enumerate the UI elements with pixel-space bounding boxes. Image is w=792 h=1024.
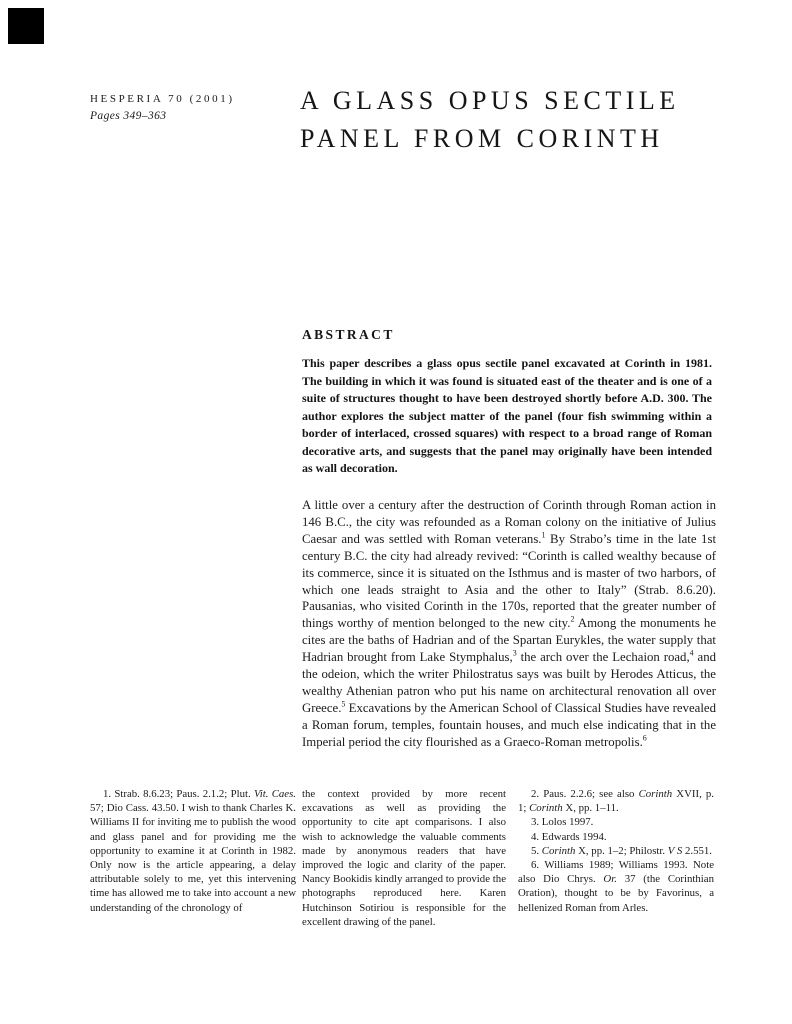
journal-info — [90, 93, 235, 122]
title-line-2: PANEL FROM CORINTH — [300, 124, 664, 153]
footnote-5: 5. Corinth X, pp. 1–2; Philostr. V S 2.551. — [531, 844, 712, 857]
journal-title-text: HESPERIA 70 (2001) — [90, 93, 235, 105]
footnote-6: 6. Williams 1989; Williams 1993. Note also Dio Chrys. Or. 37 (the Corinthian Oration), thought to be by Favorinus, a hellenized Roman from Arles. — [518, 859, 714, 914]
footnote-column-center — [302, 787, 506, 929]
footnote-1-continuation: the context provided by more recent excavations as well as providing the opportunity to cite apt comparisons. I also wish to acknowledge the valuable comments made by anonymous readers that have improved the logic and clarity of the paper. Nancy Bookidis kindly arranged to provide the photographs reproduced here. Karen Hutchinson Sotiriou is responsible for the excellent drawing of the panel. — [302, 788, 506, 928]
abstract-text: This paper describes a glass opus sectile panel excavated at Corinth in 1981. The building in which it was found is situated east of the theater and is one of a suite of structures thought to have been destroyed shortly before A.D. 300. The author explores the subject matter of the panel (four fish swimming within a border of interlaced, crossed squares) with respect to a broad range of Roman decorative arts, and suggests that the panel may originally have been intended as wall decoration. — [302, 356, 712, 475]
journal-corner-mark — [8, 8, 44, 44]
body-paragraph: A little over a century after the destruction of Corinth through Roman action in 146 B.C., the city was refounded as a Roman colony on the initiative of Julius Caesar and was settled with Roman veterans.$^1$ By Strabo’s time in the late 1st century B.C. the city had already revived: “Corinth is called wealthy because of its commerce, since it is situated on the Isthmus and is master of two harbors, of which one leads straight to Asia and the other to Italy” (Strab. 8.6.20). Pausanias, who visited Corinth in the 170s, reported that the greater number of things worthy of mention belonged to the new city.$^2$ Among the monuments he cites are the baths of Hadrian and of the Spartan Eurykles, the water supply that Hadrian brought from Lake Stymphalus,$^3$ the arch over the Lechaion road,$^4$ and the odeion, which the writer Philostratus says was built by Herodes Atticus, the wealthy Athenian patron who put his name on architectural renovation all over Greece.$^5$ Excavations by the American School of Classical Studies have revealed a Roman forum, temples, fountain houses, and much else indicating that in the Imperial period the city flourished as a Graeco-Roman metropolis.$^6$ — [302, 498, 717, 749]
journal-pages: Pages 349–363 — [90, 110, 167, 122]
abstract-heading: ABSTRACT — [302, 327, 395, 342]
footnote-4: 4. Edwards 1994. — [531, 830, 607, 843]
footnote-column-right — [518, 787, 714, 915]
footnote-1: 1. Strab. 8.6.23; Paus. 2.1.2; Plut. Vit. Caes. 57; Dio Cass. 43.50. I wish to thank Charles K. Williams II for inviting me to publish the wood and glass panel and for providing me the opportunity to examine it at Corinth in 1982. Only now is the article appearing, a delay attributable solely to me, yet this intervening time has allowed me to take into account a new understanding of the chronology of — [90, 788, 296, 914]
title-line-1: A GLASS OPUS SECTILE — [300, 86, 680, 115]
footnote-3: 3. Lolos 1997. — [531, 816, 594, 829]
article-title — [300, 82, 680, 158]
footnote-2: 2. Paus. 2.2.6; see also Corinth XVII, p. 1; Corinth X, pp. 1–11. — [518, 788, 714, 815]
footnote-column-left — [90, 787, 296, 915]
